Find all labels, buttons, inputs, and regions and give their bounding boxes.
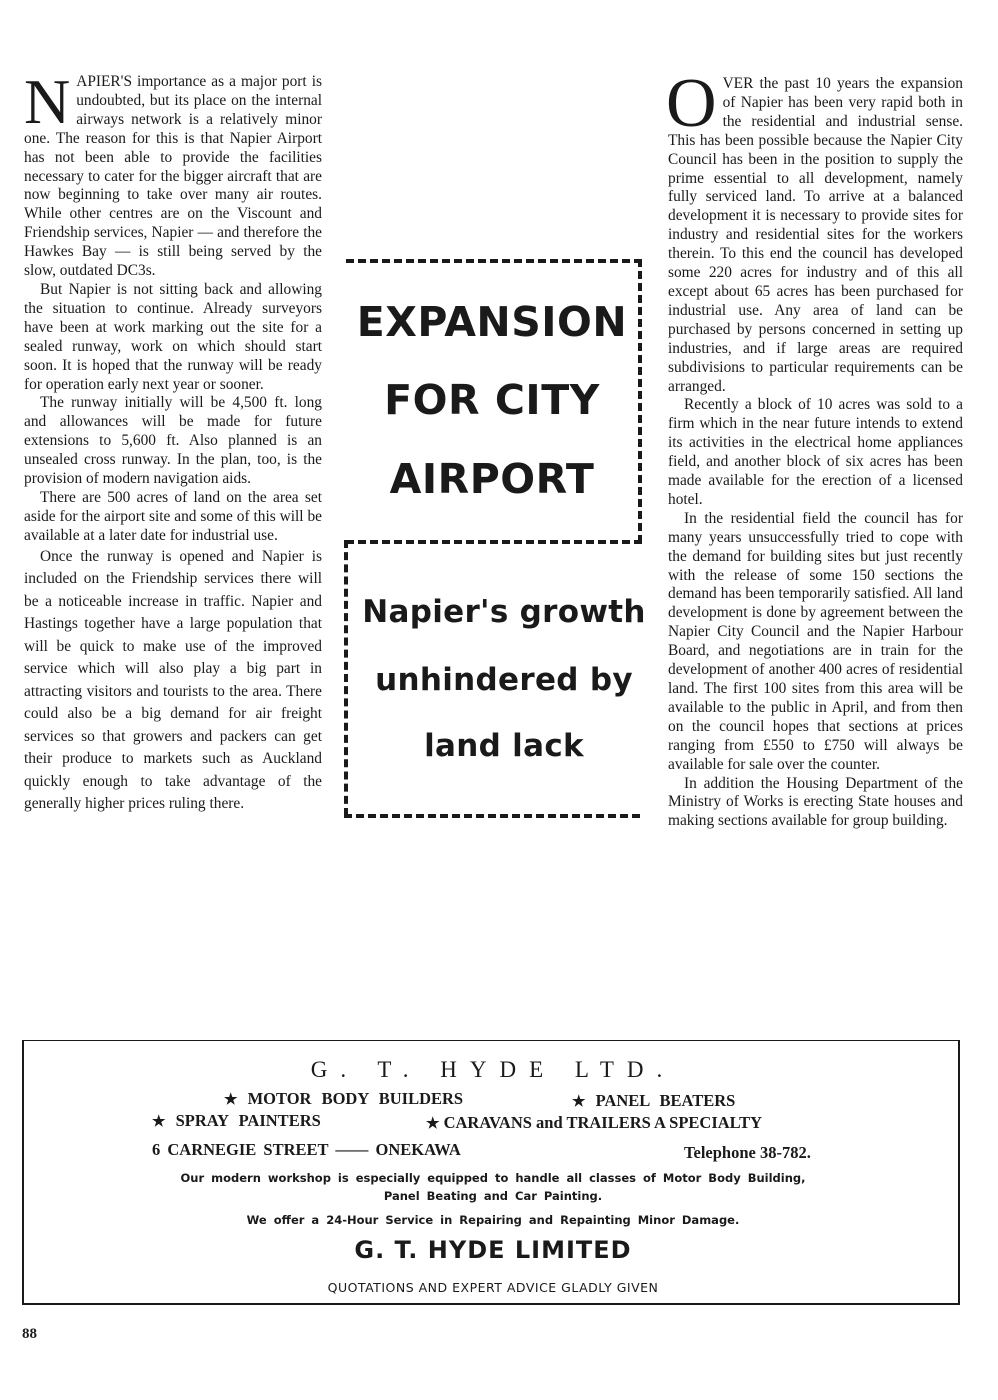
- subhead-box-left-border: [344, 540, 348, 816]
- headline-line-1: EXPANSION: [356, 298, 628, 346]
- ad-service-spray: ★ SPRAY PAINTERS: [152, 1111, 321, 1130]
- article-right-column: [666, 65, 963, 831]
- star-icon: ★: [426, 1116, 440, 1132]
- article-paragraph: But Napier is not sitting back and allowing the situation to continue. Already surveyors have been at work marking out the site for a sealed runway, work on which should start soon. It is hoped that the runway will be ready for operation early next year or sooner.: [24, 280, 322, 393]
- article-paragraph: APIER'S importance as a major port is undoubted, but its place on the internal airways network is a relatively minor one. The reason for this is that Napier Airport has not been able to provide the facilities necessary to cater for the bigger aircraft that are now beginning to take over many air routes. While other centres are on the Viscount and Friendship services, Napier — and therefore the Hawkes Bay — is still being served by the slow, outdated DC3s.: [24, 73, 322, 280]
- article-paragraph: In addition the Housing Department of the Ministry of Works is erecting State houses and making sections available for group building.: [668, 774, 963, 830]
- ad-workshop-line-1: Our modern workshop is especially equipped to handle all classes of Motor Body Building,: [180, 1171, 806, 1185]
- subhead-line-1: Napier's growth: [362, 594, 646, 630]
- subhead-box-bottom-border: [344, 814, 640, 818]
- article-paragraph: Once the runway is opened and Napier is included on the Friendship services there will be a noticeable increase in traffic. Napier and Hastings together have a large population that will be quick to make use of the improved service which will also play a big part in attracting visitors and tourists to the area. There could also be a big demand for air freight services so that growers and packers can get their produce to markets such as Auckland quickly enough to take advantage of the generally higher prices ruling there.: [24, 547, 322, 813]
- ad-offer: We offer a 24-Hour Service in Repairing and Repainting Minor Damage.: [246, 1213, 740, 1227]
- headline-box-top-border: [346, 259, 642, 263]
- drop-cap-n: N: [24, 66, 71, 137]
- ad-workshop-line-2: Panel Beating and Car Painting.: [383, 1189, 603, 1203]
- star-icon: ★: [152, 1114, 166, 1130]
- headline-line-2: FOR CITY: [384, 376, 600, 424]
- ad-company-header: G. T. HYDE LTD.: [310, 1057, 676, 1082]
- ad-address: 6 CARNEGIE STREET —— ONEKAWA: [152, 1140, 461, 1159]
- ad-service-motor-body: ★ MOTOR BODY BUILDERS: [224, 1089, 464, 1108]
- ad-telephone: Telephone 38-782.: [684, 1143, 811, 1162]
- drop-cap-o: O: [666, 65, 717, 142]
- article-paragraph: There are 500 acres of land on the area set aside for the airport site and some of this will be available at a later date for industrial use.: [24, 488, 322, 544]
- article-paragraph: VER the past 10 years the expansion of Napier has been very rapid both in the residential and industrial sense. This has been possible because the Napier City Council has been in the position to supply the prime essential to all development, namely fully serviced land. To arrive at a balanced development it is necessary to provide sites for industry and residential sites for the workers therein. To this end the council has developed some 220 acres for industry and of this all except about 65 acres has been purchased for industrial use. Any area of land can be purchased by persons concerned in setting up industries, and if large areas are required subdivisions to particular requirements can be arranged.: [668, 75, 963, 395]
- advertisement-box: [22, 1040, 960, 1305]
- article-paragraph: In the residential field the council has for many years unsuccessfully tried to cope with the demand for building sites but just recently with the release of some 150 sections the demand has been temporarily satisfied. All land development is done by agreement between the Napier City Council and the Napier Harbour Board, and negotiations are in train for the development of another 400 acres of residential land. The first 100 sites from this area will be available to the public in April, and from then on the council hopes that sections at prices ranging from £550 to £750 will always be available for sale over the counter.: [668, 509, 963, 773]
- subhead-line-3: land lack: [424, 728, 584, 764]
- headline-line-3: AIRPORT: [389, 455, 595, 503]
- ad-company-name: G. T. HYDE LIMITED: [354, 1236, 632, 1264]
- headline-box-bottom-border: [346, 540, 642, 544]
- ad-service-panel: ★ PANEL BEATERS: [572, 1091, 736, 1110]
- article-paragraph: The runway initially will be 4,500 ft. long and allowances will be made for future extensions to 5,600 ft. Also planned is an unsealed cross runway. In the plan, too, is the provision of modern navigation aids.: [24, 394, 322, 488]
- page-number: 88: [22, 1326, 37, 1342]
- article-paragraph: Recently a block of 10 acres was sold to a firm which in the near future intends to extend its activities in the electrical home appliances field, and another block of six acres has been made available for the erection of a licensed hotel.: [668, 396, 963, 508]
- subhead-line-2: unhindered by: [375, 662, 633, 698]
- ad-quotations: QUOTATIONS AND EXPERT ADVICE GLADLY GIVEN: [327, 1280, 659, 1295]
- ad-service-caravans: ★ CARAVANS and TRAILERS A SPECIALTY: [426, 1113, 763, 1132]
- star-icon: ★: [572, 1094, 586, 1110]
- star-icon: ★: [224, 1092, 238, 1108]
- article-left-column: [24, 66, 322, 816]
